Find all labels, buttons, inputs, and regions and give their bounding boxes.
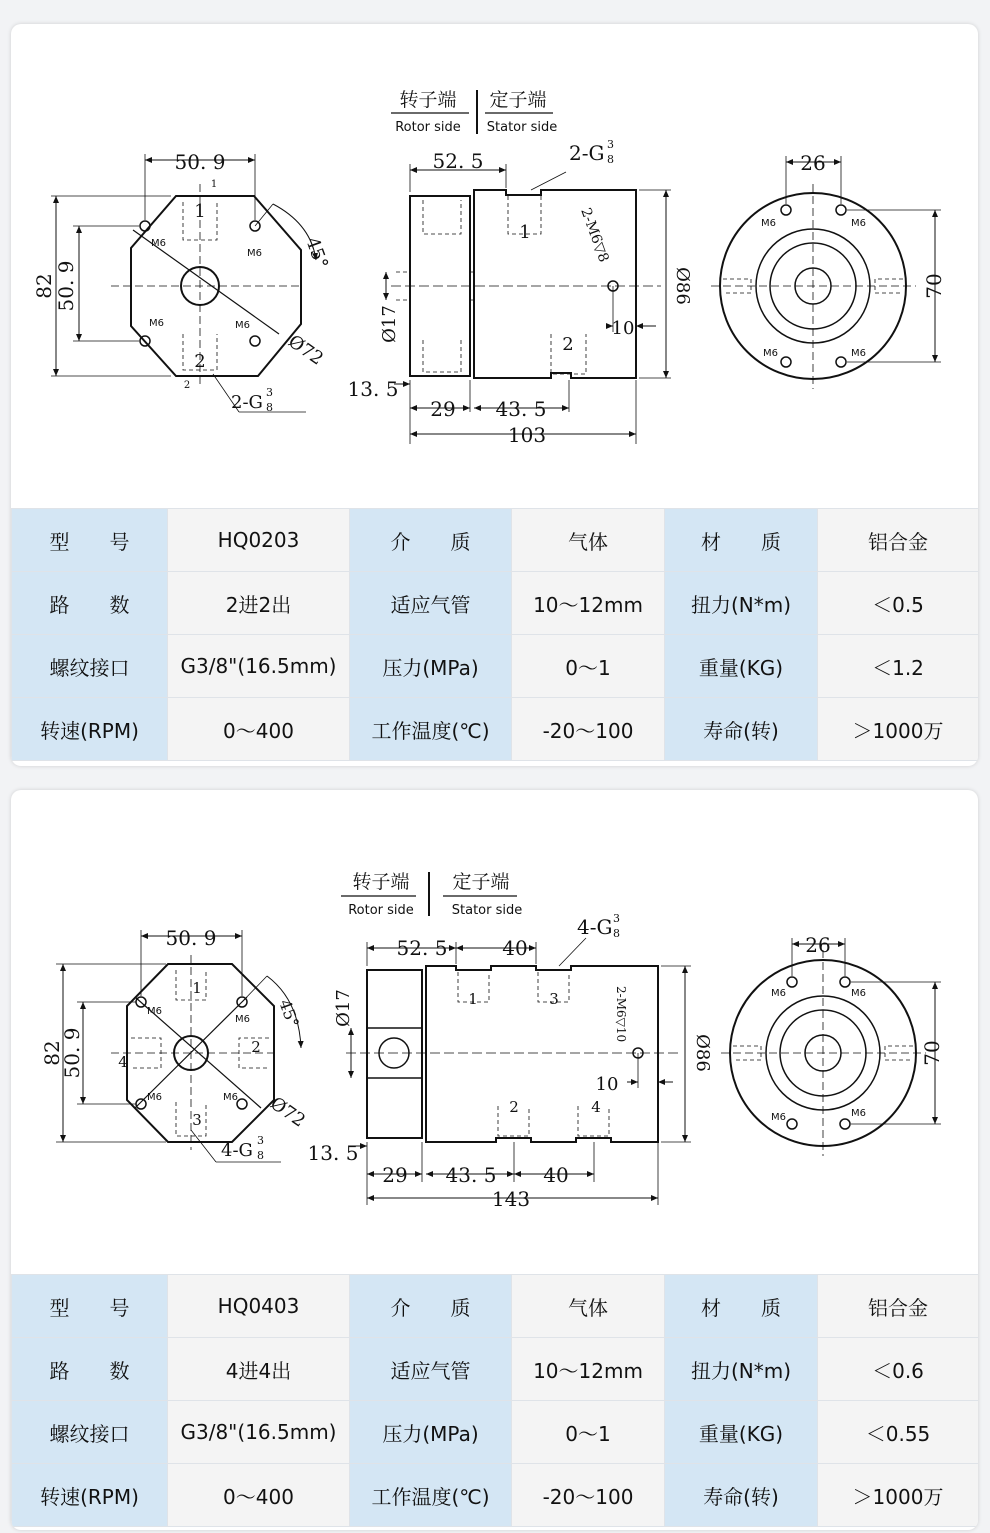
dim-height-inner: 50. 9 (54, 260, 78, 312)
side-port-label: 2 (509, 1098, 519, 1116)
header-stator-en: Stator side (451, 903, 523, 918)
spec-key: 材 质 (665, 509, 818, 572)
side-dim-total: 103 (507, 423, 547, 447)
spec-key: 寿命(转) (665, 698, 818, 761)
rear-view (711, 156, 941, 389)
port-label: 2 (194, 351, 206, 372)
side-port-label: 4 (591, 1098, 601, 1116)
side-dim-10: 10 (595, 1074, 619, 1095)
spec-key: 型 号 (12, 1275, 168, 1338)
technical-drawing (11, 24, 978, 507)
side-port-label: 1 (468, 990, 478, 1008)
spec-key: 转速(RPM) (12, 1464, 168, 1527)
port-label: 2 (251, 1038, 261, 1056)
dim-diameter: Ø72 (266, 1092, 310, 1132)
rear-dim-right: 70 (922, 273, 946, 299)
bolt-label: M6 (851, 348, 866, 359)
side-port-label: 1 (519, 222, 531, 243)
spec-key: 路 数 (12, 1338, 168, 1401)
dim-diameter: Ø72 (284, 330, 328, 370)
table-row (12, 572, 979, 635)
port-frac-den: 8 (257, 1149, 264, 1162)
spec-value: -20～100 (512, 698, 665, 761)
port-frac-num: 3 (257, 1134, 264, 1147)
side-port-thread: 4-G (577, 915, 613, 939)
spec-value: G3/8"(16.5mm) (168, 635, 350, 698)
bolt-label: M6 (763, 348, 778, 359)
spec-key: 适应气管 (350, 1338, 512, 1401)
spec-key: 重量(KG) (665, 635, 818, 698)
spec-key: 螺纹接口 (12, 635, 168, 698)
spec-value: G3/8"(16.5mm) (168, 1401, 350, 1464)
spec-value: 气体 (512, 1275, 665, 1338)
dim-height-outer: 82 (40, 1040, 64, 1066)
side-dim-top-a: 52. 5 (396, 936, 448, 960)
table-row (12, 1401, 979, 1464)
spec-value: 铝合金 (818, 1275, 979, 1338)
side-port-thread: 2-G (569, 141, 605, 165)
spec-key: 扭力(N*m) (665, 572, 818, 635)
side-dim-13-5: 13. 5 (307, 1141, 359, 1165)
side-dia-right: Ø86 (672, 267, 693, 305)
spec-value: -20～100 (512, 1464, 665, 1527)
spec-key: 路 数 (12, 572, 168, 635)
spec-value: 铝合金 (818, 509, 979, 572)
side-dim-top: 52. 5 (432, 149, 484, 173)
dim-height-inner: 50. 9 (60, 1027, 84, 1079)
spec-key: 工作温度(℃) (350, 1464, 512, 1527)
side-port-frac-den: 8 (607, 153, 614, 166)
spec-value: 4进4出 (168, 1338, 350, 1401)
header-rotor-cn: 转子端 (399, 89, 457, 111)
spec-key: 介 质 (350, 1275, 512, 1338)
spec-value: 0～400 (168, 698, 350, 761)
spec-value: 0～1 (512, 1401, 665, 1464)
spec-value: 2进2出 (168, 572, 350, 635)
side-port-frac-num: 3 (613, 912, 620, 925)
product-card-hq0403 (11, 790, 978, 1530)
side-dia-left: Ø17 (333, 989, 354, 1027)
spec-value: HQ0203 (168, 509, 350, 572)
port-label: 4 (118, 1053, 128, 1071)
side-dim-29: 29 (430, 397, 456, 421)
spec-key: 介 质 (350, 509, 512, 572)
side-port-frac-num: 3 (607, 138, 614, 151)
product-card-hq0203 (11, 24, 978, 766)
spec-key: 工作温度(℃) (350, 698, 512, 761)
dim-angle: 45° (275, 996, 303, 1031)
side-tap: 2-M6▽8 (577, 205, 612, 265)
side-dim-top-b: 40 (502, 936, 528, 960)
side-dim-40: 40 (543, 1163, 569, 1187)
front-view (51, 154, 316, 412)
bolt-label: M6 (851, 988, 866, 999)
spec-value: HQ0403 (168, 1275, 350, 1338)
spec-key: 螺纹接口 (12, 1401, 168, 1464)
bolt-label: M6 (771, 988, 786, 999)
spec-key: 材 质 (665, 1275, 818, 1338)
spec-value: 0～400 (168, 1464, 350, 1527)
port-label: 1 (192, 979, 202, 997)
side-dim-10: 10 (611, 318, 635, 339)
port-label: 3 (192, 1111, 202, 1129)
table-row (12, 698, 979, 761)
spec-value: ＜0.55 (818, 1401, 979, 1464)
side-port-frac-den: 8 (613, 927, 620, 940)
port-small-label: 1 (210, 179, 218, 190)
drawing-svg (11, 24, 978, 507)
port-frac-den: 8 (266, 401, 273, 414)
header-stator-en: Stator side (486, 120, 558, 135)
header-rotor-en: Rotor side (348, 903, 414, 918)
table-row (12, 509, 979, 572)
bolt-label: M6 (223, 1092, 238, 1103)
table-row (12, 635, 979, 698)
port-label: 1 (194, 201, 206, 222)
dim-height-outer: 82 (32, 273, 56, 299)
spec-value: 气体 (512, 509, 665, 572)
table-row (12, 1338, 979, 1401)
bolt-label: M6 (147, 1092, 162, 1103)
rear-dim-top: 26 (805, 933, 831, 957)
dim-angle: 45° (301, 234, 332, 272)
side-tap: 2-M6▽10 (614, 986, 628, 1043)
spec-key: 寿命(转) (665, 1464, 818, 1527)
bolt-label: M6 (771, 1112, 786, 1123)
dim-width: 50. 9 (174, 150, 226, 174)
spec-table (11, 1274, 978, 1527)
header-stator-cn: 定子端 (452, 871, 510, 893)
spec-key: 适应气管 (350, 572, 512, 635)
side-dim-43-5: 43. 5 (445, 1163, 497, 1187)
front-view (56, 930, 301, 1162)
side-dim-43-5: 43. 5 (495, 397, 547, 421)
bolt-label: M6 (147, 1006, 162, 1017)
spec-value: 10～12mm (512, 572, 665, 635)
spec-key: 压力(MPa) (350, 635, 512, 698)
bolt-label: M6 (151, 238, 166, 249)
side-port-label: 3 (549, 990, 559, 1008)
side-dia-right: Ø86 (692, 1034, 713, 1072)
spec-value: ＜0.6 (818, 1338, 979, 1401)
spec-key: 转速(RPM) (12, 698, 168, 761)
spec-key: 压力(MPa) (350, 1401, 512, 1464)
side-dim-29: 29 (382, 1163, 408, 1187)
spec-key: 扭力(N*m) (665, 1338, 818, 1401)
bolt-label: M6 (761, 218, 776, 229)
table-row (12, 1464, 979, 1527)
header-stator-cn: 定子端 (489, 89, 547, 111)
table-row (12, 1275, 979, 1338)
bolt-label: M6 (235, 320, 250, 331)
spec-value: 0～1 (512, 635, 665, 698)
spec-value: ＞1000万 (818, 698, 979, 761)
drawing-svg (11, 790, 978, 1273)
dim-width: 50. 9 (165, 926, 217, 950)
spec-key: 重量(KG) (665, 1401, 818, 1464)
spec-key: 型 号 (12, 509, 168, 572)
spec-value: 10～12mm (512, 1338, 665, 1401)
port-small-label: 2 (183, 380, 191, 391)
technical-drawing (11, 790, 978, 1273)
header-rotor-en: Rotor side (395, 120, 461, 135)
rear-view (721, 938, 941, 1156)
port-thread: 4-G (221, 1140, 253, 1161)
rear-dim-right: 70 (920, 1040, 944, 1066)
rear-dim-top: 26 (800, 151, 826, 175)
bolt-label: M6 (851, 1108, 866, 1119)
port-frac-num: 3 (266, 386, 273, 399)
spec-value: ＜0.5 (818, 572, 979, 635)
bolt-label: M6 (149, 318, 164, 329)
bolt-label: M6 (235, 1014, 250, 1025)
bolt-label: M6 (247, 248, 262, 259)
header-rotor-cn: 转子端 (352, 871, 410, 893)
spec-value: ＜1.2 (818, 635, 979, 698)
spec-value: ＞1000万 (818, 1464, 979, 1527)
spec-table (11, 508, 978, 761)
side-dia-left: Ø17 (379, 305, 400, 343)
side-dim-total: 143 (491, 1187, 531, 1211)
side-port-label: 2 (562, 334, 574, 355)
bolt-label: M6 (851, 218, 866, 229)
side-dim-13-5: 13. 5 (347, 377, 399, 401)
port-thread: 2-G (231, 392, 263, 413)
